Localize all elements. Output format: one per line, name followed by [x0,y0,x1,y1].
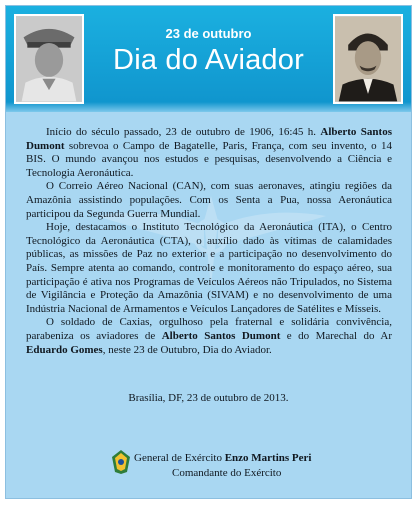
place-and-date: Brasília, DF, 23 de outubro de 2013. [128,392,289,404]
signatory-name [134,452,311,464]
commemorative-card [5,5,412,499]
paragraph-2: O Correio Aéreo Nacional (CAN), com suas aeronaves, atingiu regiões da Amazônia assistindo populações. Com os Senta a Pua, nossa Aeronáutica participou da Segunda Guerra Mundial. [26,180,392,220]
paragraph-1-rest: sobrevoa o Campo de Bagatelle, Paris, França, com seu invento, o 14 BIS. O mundo avançou nos estudos e pesquisas, desenvolvendo a Ciência e Tecnologia Aeronáutica. [26,139,392,179]
paragraph-4 [26,316,392,357]
name-santos-dumont-2: Alberto Santos Dumont [161,329,281,342]
date-heading: 23 de outubro [165,26,252,41]
signatory-role: Comandante do Exército [172,467,282,479]
name-eduardo-gomes: Eduardo Gomes [26,343,103,356]
paragraph-4-mid: e do Marechal do Ar [280,329,392,342]
signatory-name-bold: Enzo Martins Peri [224,452,312,464]
page-title: Dia do Aviador [113,44,304,76]
signatory-rank: General de Exército [134,452,225,464]
message-body [26,126,392,357]
paragraph-4-intro: O soldado de Caxias, orgulhoso pela fraternal e solidária convivência, parabeniza os aviadores de [26,316,392,342]
paragraph-4-end: , neste 23 de Outubro, Dia do Aviador. [102,343,272,356]
army-emblem-icon [112,450,130,474]
paragraph-1 [26,126,392,180]
paragraph-3: Hoje, destacamos o Instituto Tecnológico da Aeronáutica (ITA), o Centro Tecnológico da Aeronáutica (CTA), o auxílio dado às vítimas de calamidades públicas, as missões de Paz no exterior e a participação no desenvolvimento do País. Sempre atenta ao comando, controle e monitoramento do espaço aéreo, sua participação é ativa nos Programas de Veículos Aéreos não Tripulados, no Sistema de Vigilância e Proteção da Amazônia (SIVAM) e no desenvolvimento de uma Indústria Nacional de Armamentos e Veículos Lançadores de Satélites e Mísseis. [26,221,392,315]
name-santos-dumont: Alberto Santos Dumont [26,126,392,152]
paragraph-1-intro: Início do século passado, 23 de outubro de 1906, 16:45 h. [46,126,321,138]
